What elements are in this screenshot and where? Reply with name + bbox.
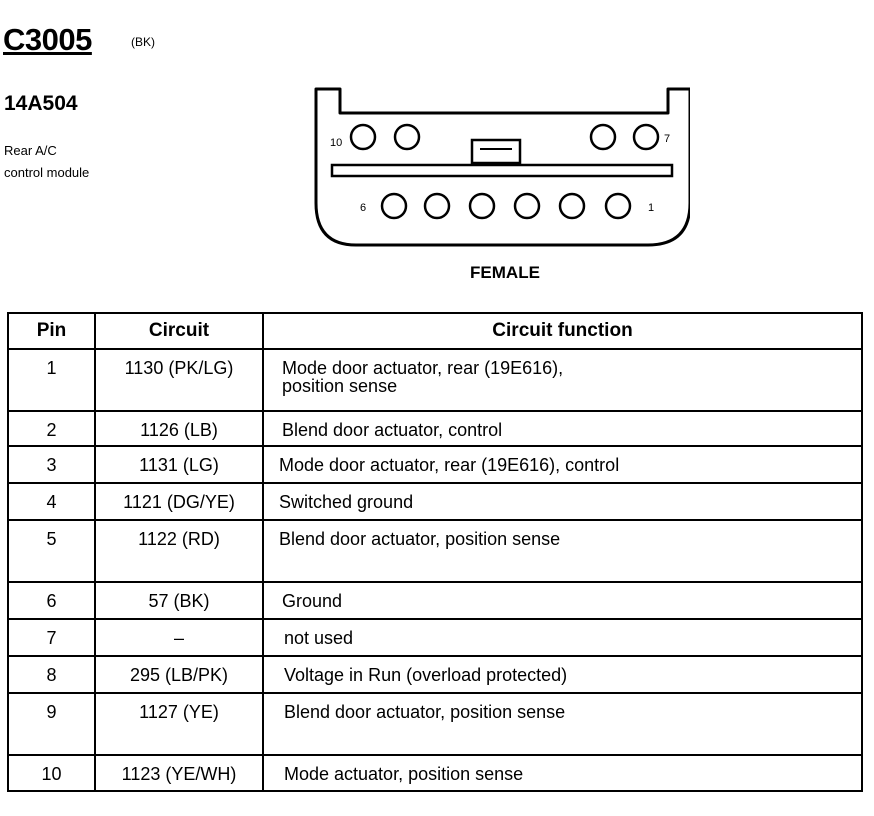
- table-header-row: [8, 313, 862, 349]
- table-row: [8, 520, 862, 582]
- pin-cell: 6: [8, 582, 95, 619]
- cavity-8: [591, 125, 615, 149]
- circuit-cell: 1131 (LG): [95, 446, 263, 483]
- connector-outline: [310, 85, 690, 255]
- function-cell: Voltage in Run (overload protected): [263, 656, 862, 693]
- module-desc-line2: control module: [4, 165, 90, 180]
- table-row: [8, 483, 862, 520]
- table-row: [8, 755, 862, 791]
- circuit-cell: 1122 (RD): [95, 520, 263, 582]
- function-cell: Ground: [263, 582, 862, 619]
- module-description: [4, 140, 134, 184]
- table-row: [8, 693, 862, 755]
- table-row: [8, 619, 862, 656]
- pin-label-6: 6: [360, 202, 367, 214]
- function-cell: Blend door actuator, position sense: [263, 520, 862, 582]
- function-cell: Switched ground: [263, 483, 862, 520]
- connector-face-diagram: [310, 85, 690, 255]
- cavity-6: [382, 194, 406, 218]
- pin-cell: 1: [8, 349, 95, 411]
- circuit-cell: 1121 (DG/YE): [95, 483, 263, 520]
- part-number: 14A504: [4, 92, 78, 115]
- header-function: Circuit function: [263, 313, 862, 349]
- function-line: position sense: [282, 376, 398, 396]
- table-row: [8, 349, 862, 411]
- cavity-7: [634, 125, 658, 149]
- function-cell: not used: [263, 619, 862, 656]
- circuit-cell: 1126 (LB): [95, 411, 263, 446]
- table-row: [8, 656, 862, 693]
- pin-cell: 3: [8, 446, 95, 483]
- pin-cell: 5: [8, 520, 95, 582]
- function-cell: Mode door actuator, rear (19E616), control: [263, 446, 862, 483]
- cavity-2: [560, 194, 584, 218]
- pin-label-1: 1: [648, 202, 655, 214]
- circuit-cell: 1127 (YE): [95, 693, 263, 755]
- circuit-cell: 57 (BK): [95, 582, 263, 619]
- circuit-cell: –: [95, 619, 263, 656]
- connector-color: (BK): [131, 35, 155, 49]
- circuit-cell: 295 (LB/PK): [95, 656, 263, 693]
- pin-cell: 10: [8, 755, 95, 791]
- circuit-cell: 1130 (PK/LG): [95, 349, 263, 411]
- pin-table: [7, 312, 863, 792]
- connector-id: C3005: [3, 22, 92, 57]
- pin-cell: 4: [8, 483, 95, 520]
- module-desc-line1: Rear A/C: [4, 143, 57, 158]
- pin-label-7: 7: [664, 133, 671, 145]
- table-row: [8, 582, 862, 619]
- pin-cell: 2: [8, 411, 95, 446]
- pin-cell: 9: [8, 693, 95, 755]
- table-row: [8, 446, 862, 483]
- function-cell: Blend door actuator, position sense: [263, 693, 862, 755]
- cavity-4: [470, 194, 494, 218]
- pin-cell: 7: [8, 619, 95, 656]
- function-cell: Mode actuator, position sense: [263, 755, 862, 791]
- function-line: Mode door actuator, rear (19E616),: [282, 358, 564, 378]
- cavity-3: [515, 194, 539, 218]
- header-circuit: Circuit: [95, 313, 263, 349]
- table-row: [8, 411, 862, 446]
- function-cell: [263, 349, 862, 411]
- cavity-5: [425, 194, 449, 218]
- cavity-9: [395, 125, 419, 149]
- cavity-10: [351, 125, 375, 149]
- connector-gender-label: FEMALE: [470, 263, 540, 282]
- cavity-1: [606, 194, 630, 218]
- circuit-cell: 1123 (YE/WH): [95, 755, 263, 791]
- function-cell: Blend door actuator, control: [263, 411, 862, 446]
- header-pin: Pin: [8, 313, 95, 349]
- pin-cell: 8: [8, 656, 95, 693]
- pin-label-10: 10: [330, 137, 343, 149]
